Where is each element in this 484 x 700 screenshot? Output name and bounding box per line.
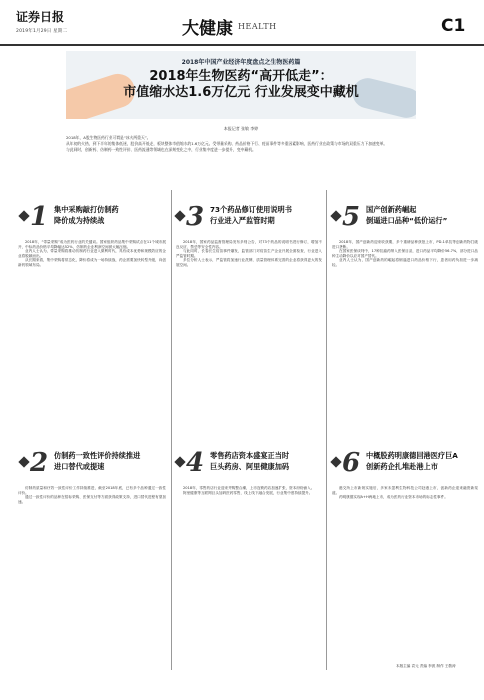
dateline: 2019年1月29日 星期二 xyxy=(16,29,68,34)
diamond-icon xyxy=(330,456,341,467)
diamond-icon xyxy=(18,456,29,467)
article-title-line1: 零售药店资本盛宴正当时 xyxy=(210,451,290,460)
article-body xyxy=(332,486,478,656)
article-title-line2: 倒逼进口品种“低价运行” xyxy=(366,216,448,225)
article-number: 5 xyxy=(342,202,361,232)
article-paragraph: 多位分析人士表示，严监管将加速行业洗牌，质量管理体系完善的企业将获得更大的发展空间。 xyxy=(176,258,322,267)
article-body xyxy=(18,486,166,676)
intro-paragraph: 2018年，A股生物医药行业可谓是“冰火两重天”。 xyxy=(66,135,151,140)
article-title-line1: 仿制药一致性评价持续推进 xyxy=(54,451,141,460)
article-paragraph: 2018年，国产创新药迎来收获期，多个重磅品种获批上市，PD-1单抗等创新药物打破进口垄断。 xyxy=(332,240,478,249)
article-title-line2: 创新药企扎堆赴港上市 xyxy=(366,462,438,471)
article-title-line1: 中概股药明康德回港医疗巨A xyxy=(366,451,458,460)
article-paragraph: 从长期来看，集中采购将常态化，降价将成为一场持续战，药企需要加快转型升级，向创新药领域布局。 xyxy=(18,258,166,267)
diamond-icon xyxy=(18,210,29,221)
article-paragraph: 2018年，“带量采购”成为医药行业的关键词。国家组织药品集中采购试点在11个城市展开，中标药品价格平均降幅达52%，仿制药企业利润空间被大幅压缩。 xyxy=(18,240,166,249)
article-title-line1: 集中采购敲打仿制药 xyxy=(54,205,119,214)
article-title-line1: 国产创新药崛起 xyxy=(366,205,417,214)
newspaper-logo: 证券日报 xyxy=(16,10,65,24)
article-heading xyxy=(30,448,170,482)
banner-title-line1: 2018年生物医药“高开低走”： xyxy=(149,69,333,84)
article-paragraph: 与此同时，长春长生疫苗事件爆发，监管部门对疫苗生产企业开展全面检查，行业进入严监管时期。 xyxy=(176,249,322,258)
intro-paragraph: 与此同时，创新药、仿制药一致性评价、医药流通等领域也在深刻变化之中，行业集中度进一步提升，变中藏机。 xyxy=(66,147,256,152)
article-paragraph: 在国家医保谈判中，17种抗癌药纳入医保目录，进口药品平均降价56.7%，部分进口品种主动降价以应对国产替代。 xyxy=(332,249,478,258)
article-number: 2 xyxy=(30,448,49,478)
article-number: 6 xyxy=(342,448,361,478)
masthead xyxy=(0,0,484,46)
article-title-line1: 73个药品修订使用说明书 xyxy=(210,205,292,214)
article-body xyxy=(18,240,166,450)
article-paragraph: 港交所上市新规实施后，多家未盈利生物科技公司赴港上市，创新药企迎来融资新渠道。 xyxy=(332,486,478,495)
banner-subtitle: 2018年中国产业经济年度盘点之生物医药篇 xyxy=(181,59,301,66)
article-paragraph: 药明康德实现A+H两地上市，成为医药行业资本市场的标志性事件。 xyxy=(339,495,448,500)
intro-paragraph: 从年初的火热，到下半年的集体低迷，股价高开低走，板块整体市值缩水约1.6万亿元。受带量采购、药品价格下行、疫苗事件等多重因素影响，医药行业在政策与市场的双重压力下加速变革。 xyxy=(66,141,388,146)
section-title-en: HEALTH xyxy=(238,22,277,31)
article-heading xyxy=(186,202,324,236)
article-body xyxy=(176,240,322,450)
article-heading xyxy=(30,202,170,236)
page-number: C1 xyxy=(441,16,466,36)
article-title-line2: 巨头药房、阿里健康加码 xyxy=(210,462,290,471)
article-heading xyxy=(186,448,324,482)
article-paragraph: 业内人士认为，带量采购将推动仿制药行业进入微利时代，具有成本优势和规模效应的企业将脱颖而出。 xyxy=(18,249,166,258)
article-body xyxy=(176,486,322,676)
byline: 本报记者 张敏 李婷 xyxy=(223,126,259,131)
article-title-line2: 行业进入严监管时期 xyxy=(210,216,275,225)
article-paragraph: 仿制药质量和疗效一致性评价工作持续推进，截至2018年底，已有多个品种通过一致性评价。 xyxy=(18,486,166,495)
article-paragraph: 阿里健康等互联网巨头加码医药零售，线上线下融合发展，行业集中度持续提升。 xyxy=(183,490,313,495)
column-divider xyxy=(326,190,327,670)
banner-title-line2: 市值缩水达1.6万亿元 行业发展变中藏机 xyxy=(123,85,359,100)
diamond-icon xyxy=(330,210,341,221)
article-body xyxy=(332,240,478,450)
banner-title xyxy=(66,69,416,101)
headline-banner xyxy=(66,51,416,119)
editor-credits: 本版主编 袁元 责编 李波 制作 王敬涛 xyxy=(396,664,456,668)
article-title-line2: 降价成为持续战 xyxy=(54,216,105,225)
article-paragraph: 2018年，国家药品监督管理局发布多则公告，对73个药品的说明书进行修订，增加不良反应、禁忌等安全性内容。 xyxy=(176,240,322,249)
article-heading xyxy=(342,448,482,482)
diamond-icon xyxy=(174,456,185,467)
article-paragraph: 通过一致性评价的品种在招标采购、医保支付等方面获得政策支持，进口替代进程有望加速。 xyxy=(18,495,166,504)
column-divider xyxy=(171,190,172,670)
article-number: 1 xyxy=(30,202,49,232)
article-paragraph: 2018年，零售药店行业迎来并购整合潮，上市连锁药店加速扩张，资本纷纷涌入。 xyxy=(183,486,315,490)
article-paragraph: 业内人士认为，国产创新药的崛起将倒逼进口药品价格下行，患者用药负担进一步减轻。 xyxy=(332,258,478,267)
intro-section xyxy=(66,126,416,153)
article-number: 4 xyxy=(186,448,205,478)
article-heading xyxy=(342,202,482,236)
diamond-icon xyxy=(174,210,185,221)
section-title: 大健康 xyxy=(182,19,233,39)
article-title-line2: 进口替代或提速 xyxy=(54,462,105,471)
article-number: 3 xyxy=(186,202,205,232)
